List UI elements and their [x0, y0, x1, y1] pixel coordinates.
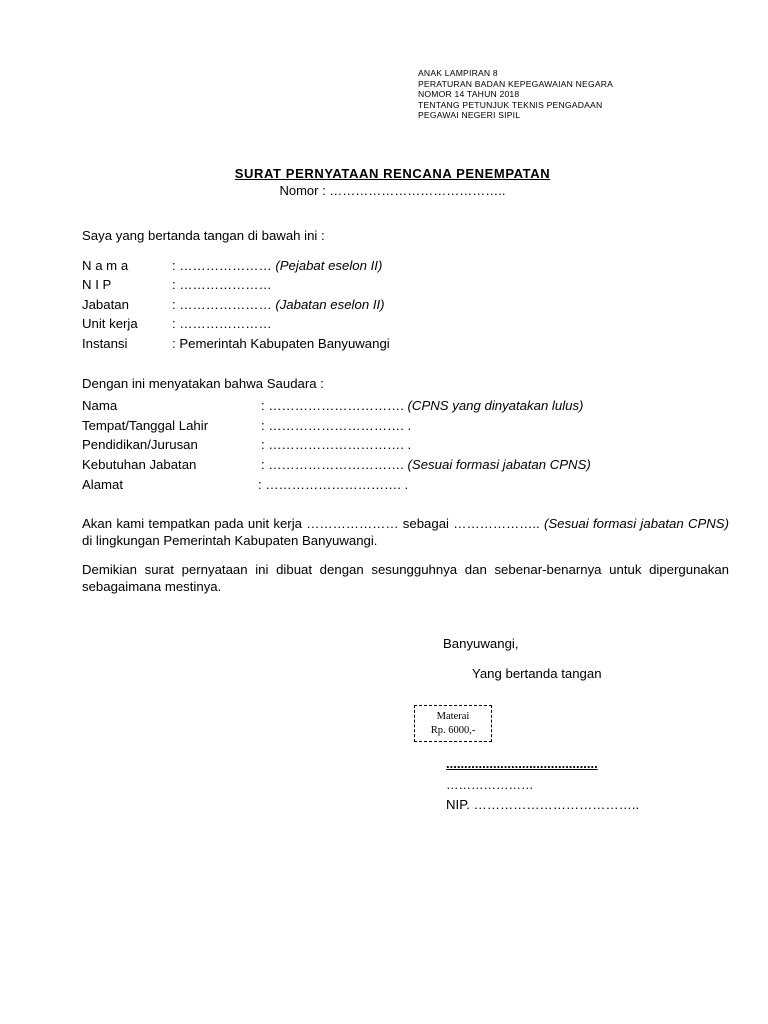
- appendix-line: PERATURAN BADAN KEPEGAWAIAN NEGARA: [418, 78, 614, 89]
- candidate-pendidikan-label: Pendidikan/Jurusan: [82, 437, 198, 452]
- candidate-kebutuhan-value: : ………………………….: [261, 457, 408, 472]
- signer-name-label: N a m a: [82, 258, 129, 273]
- signer-name-value-group: [172, 258, 382, 273]
- stamp-box: [414, 705, 492, 742]
- signer-jabatan-value: : …………………: [172, 297, 276, 312]
- appendix-line: PEGAWAI NEGERI SIPIL: [418, 110, 521, 121]
- signer-nip-blank: NIP. ………………………………..: [446, 797, 640, 812]
- statement-intro: Dengan ini menyatakan bahwa Saudara :: [82, 376, 324, 391]
- closing-paragraph: Demikian surat pernyataan ini dibuat dengan sesungguhnya dan sebenar-benarnya untuk dipergunakan sebagaimana mestinya.: [82, 562, 729, 594]
- appendix-header: [418, 68, 613, 121]
- candidate-name-note: (CPNS yang dinyatakan lulus): [407, 398, 584, 413]
- placement-note: (Sesuai formasi jabatan CPNS): [543, 516, 729, 531]
- signer-jabatan-label: Jabatan: [82, 297, 129, 312]
- candidate-name-value-group: [261, 398, 583, 413]
- candidate-alamat-value: : …………………………. .: [258, 477, 409, 492]
- candidate-ttl-value: : …………………………. .: [261, 418, 412, 433]
- signer-nip-value: : …………………: [172, 277, 272, 292]
- appendix-line: ANAK LAMPIRAN 8: [418, 68, 498, 78]
- candidate-name-value: : ………………………….: [261, 398, 408, 413]
- candidate-kebutuhan-label: Kebutuhan Jabatan: [82, 457, 197, 472]
- signer-jabatan-value-group: [172, 297, 385, 312]
- placement-text-1: Akan kami tempatkan pada unit kerja ………………… sebagai ………………..: [82, 516, 544, 531]
- signer-name-note: (Pejabat eselon II): [275, 258, 383, 273]
- signer-instansi-value: : Pemerintah Kabupaten Banyuwangi: [172, 336, 390, 351]
- appendix-line: NOMOR 14 TAHUN 2018: [418, 89, 520, 100]
- intro-text: Saya yang bertanda tangan di bawah ini :: [82, 228, 325, 243]
- appendix-line: TENTANG PETUNJUK TEKNIS PENGADAAN: [418, 99, 603, 110]
- candidate-kebutuhan-note: (Sesuai formasi jabatan CPNS): [407, 457, 591, 472]
- signer-instansi-label: Instansi: [82, 336, 128, 351]
- candidate-ttl-label: Tempat/Tanggal Lahir: [82, 418, 209, 433]
- signer-nip-label: N I P: [82, 277, 112, 292]
- signer-jabatan-note: (Jabatan eselon II): [275, 297, 385, 312]
- signed-by-label: Yang bertanda tangan: [472, 666, 602, 681]
- signer-name-blank: …………………: [446, 778, 534, 792]
- candidate-pendidikan-value: : …………………………. .: [261, 437, 412, 452]
- document-number: Nomor : …………………………………..: [279, 183, 506, 198]
- signer-unit-label: Unit kerja: [82, 316, 138, 331]
- stamp-line-2: Rp. 6000,-: [430, 725, 476, 736]
- placement-text-2: di lingkungan Pemerintah Kabupaten Banyuwangi.: [82, 533, 378, 548]
- placement-paragraph: [82, 515, 729, 549]
- document-title: SURAT PERNYATAAN RENCANA PENEMPATAN: [234, 166, 551, 181]
- signature-line: ..........................................: [446, 756, 598, 771]
- candidate-alamat-label: Alamat: [82, 477, 124, 492]
- signer-unit-value: : …………………: [172, 316, 272, 331]
- place-date: Banyuwangi,: [443, 636, 519, 651]
- candidate-kebutuhan-value-group: [261, 457, 591, 472]
- signer-name-value: : …………………: [172, 258, 276, 273]
- stamp-line-1: Materai: [436, 711, 470, 722]
- candidate-name-label: Nama: [82, 398, 118, 413]
